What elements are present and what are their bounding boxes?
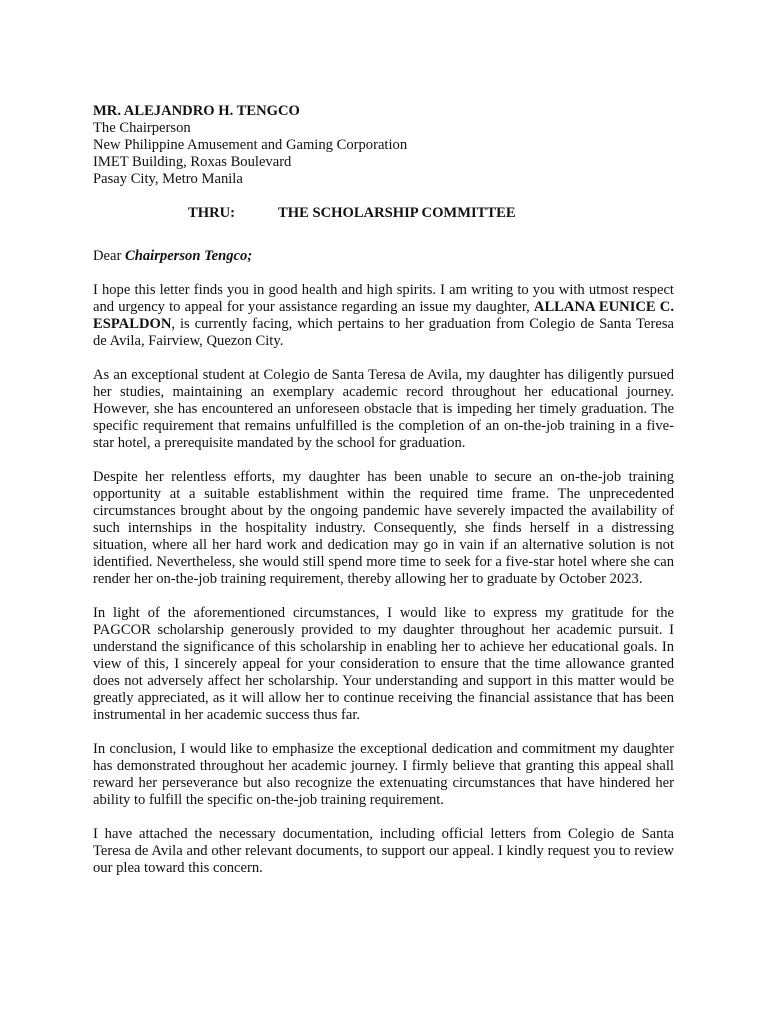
recipient-title: The Chairperson bbox=[93, 120, 191, 136]
paragraph-difficulty: Despite her relentless efforts, my daughter has been unable to secure an on-the-job training opportunity at a suitable establishment within the required time frame. The unprecedented circumstances brought about by the ongoing pandemic have severely impacted the availability of such internships in the hospitality industry. Consequently, she finds herself in a distressing situation, where all her hard work and dedication may go in vain if an alternative solution is not identified. Nevertheless, she would still spend more time to seek for a five-star hotel where she can render her on-the-job training requirement, thereby allowing her to graduate by October 2023. bbox=[93, 469, 674, 587]
thru-value: THE SCHOLARSHIP COMMITTEE bbox=[278, 205, 516, 221]
paragraph-attachments: I have attached the necessary documentation, including official letters from Colegio de Santa Teresa de Avila and other relevant documents, to support our appeal. I kindly request you to review our plea toward this concern. bbox=[93, 826, 674, 876]
paragraph-intro-before: I hope this letter finds you in good health and high spirits. I am writing to you with utmost respect and urgency to appeal for your assistance regarding an issue my daughter, bbox=[93, 282, 674, 315]
recipient-building: IMET Building, Roxas Boulevard bbox=[93, 154, 292, 170]
recipient-address-block bbox=[93, 103, 674, 188]
paragraph-background: As an exceptional student at Colegio de Santa Teresa de Avila, my daughter has diligently pursued her studies, maintaining an exemplary academic record throughout her educational journey. However, she has encountered an unforeseen obstacle that is impeding her timely graduation. The specific requirement that remains unfulfilled is the completion of an on-the-job training in a five-star hotel, a prerequisite mandated by the school for graduation. bbox=[93, 367, 674, 451]
salutation-prefix: Dear bbox=[93, 248, 126, 264]
recipient-city: Pasay City, Metro Manila bbox=[93, 171, 243, 187]
paragraph-intro bbox=[93, 282, 674, 350]
recipient-organization: New Philippine Amusement and Gaming Corporation bbox=[93, 137, 408, 153]
paragraph-intro-after: , is currently facing, which pertains to her graduation from Colegio de Santa Teresa de Avila, Fairview, Quezon City. bbox=[93, 316, 674, 349]
paragraph-conclusion: In conclusion, I would like to emphasize the exceptional dedication and commitment my daughter has demonstrated throughout her academic journey. I firmly believe that granting this appeal shall reward her perseverance but also recognize the extenuating circumstances that have hindered her ability to fulfill the specific on-the-job training requirement. bbox=[93, 741, 674, 808]
paragraph-scholarship: In light of the aforementioned circumstances, I would like to express my gratitude for the PAGCOR scholarship generously provided to my daughter throughout her academic pursuit. I understand the significance of this scholarship in enabling her to achieve her educational goals. In view of this, I sincerely appeal for your consideration to ensure that the time allowance granted does not adversely affect her scholarship. Your understanding and support in this matter would be greatly appreciated, as it will allow her to continue receiving the financial assistance that has been instrumental in her academic success thus far. bbox=[93, 605, 674, 723]
salutation-name: Chairperson Tengco; bbox=[125, 248, 253, 264]
thru-line bbox=[93, 205, 674, 222]
thru-label: THRU: bbox=[188, 205, 236, 221]
student-name: ALLANA EUNICE C. ESPALDON bbox=[93, 299, 674, 332]
letter-page bbox=[93, 103, 674, 877]
recipient-name: MR. ALEJANDRO H. TENGCO bbox=[93, 103, 300, 119]
salutation bbox=[93, 248, 674, 265]
